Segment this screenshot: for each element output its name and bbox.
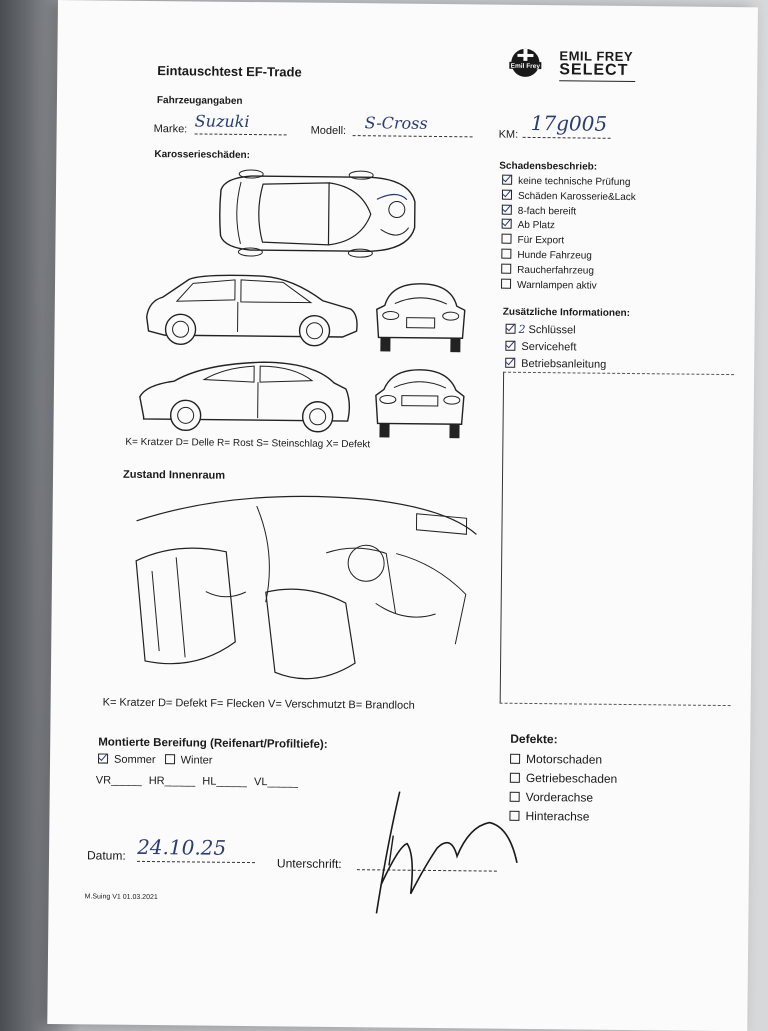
interior-label: Zustand Innenraum — [123, 469, 225, 482]
tire-hl[interactable]: HL_____ — [202, 776, 247, 788]
version-note: M.Suing V1 01.03.2021 — [85, 893, 158, 901]
checkbox-icon[interactable] — [505, 341, 515, 351]
checkbox-icon[interactable] — [98, 753, 108, 763]
handwritten-signature — [358, 785, 519, 927]
defect-item[interactable]: Vorderachse — [510, 788, 618, 808]
brand-name: EMIL FREY — [559, 49, 635, 63]
km-label: KM: — [499, 129, 519, 141]
damage-item[interactable]: Hunde Fahrzeug — [501, 249, 635, 265]
info-item-manual[interactable]: Betriebsanleitung — [505, 356, 606, 374]
checkbox-icon[interactable] — [501, 249, 511, 259]
damage-item[interactable]: Warnlampen aktiv — [501, 278, 635, 294]
brand-field[interactable] — [195, 111, 287, 135]
interior-legend: K= Kratzer D= Defekt F= Flecken V= Verschmutzt B= Brandloch — [103, 697, 415, 712]
summer-option[interactable]: Sommer — [98, 753, 156, 766]
model-field[interactable] — [353, 113, 473, 137]
vehicle-section-label: Fahrzeugangaben — [157, 95, 243, 107]
info-item-keys[interactable]: 2 Schlüssel — [505, 321, 606, 340]
damage-item[interactable]: 8-fach bereift — [502, 204, 636, 220]
checkbox-icon[interactable] — [502, 204, 512, 214]
form-sheet — [47, 0, 758, 1031]
additional-info-label: Zusätzliche Informationen: — [503, 307, 630, 319]
defects-list — [509, 750, 617, 827]
model-value: S-Cross — [365, 113, 428, 133]
checkbox-icon[interactable] — [501, 278, 511, 288]
brand-subname: SELECT — [559, 62, 635, 79]
damage-description-label: Schadensbeschrieb: — [499, 161, 597, 173]
car-side-view-left-diagram — [142, 271, 363, 351]
emil-frey-emblem-icon — [505, 45, 549, 85]
interior-diagram — [115, 491, 487, 695]
checkbox-icon[interactable] — [501, 234, 511, 244]
checkbox-icon[interactable] — [510, 773, 520, 783]
damage-item[interactable]: Ab Platz — [502, 219, 636, 235]
damage-item[interactable]: Schäden Karosserie&Lack — [502, 189, 636, 205]
model-label: Modell: — [311, 125, 347, 137]
checkbox-icon[interactable] — [510, 754, 520, 764]
tires-label: Montierte Bereifung (Reifenart/Profiltiefe): — [98, 736, 328, 750]
winter-option[interactable]: Winter — [165, 754, 213, 766]
km-value: 17g005 — [531, 111, 608, 136]
damage-item[interactable]: keine technische Prüfung — [502, 175, 636, 191]
checkbox-icon[interactable] — [502, 175, 512, 185]
tire-hr[interactable]: HR_____ — [149, 775, 196, 787]
defect-item[interactable]: Getriebeschaden — [510, 769, 618, 789]
checkbox-icon[interactable] — [502, 189, 512, 199]
body-damage-label: Karosserieschäden: — [154, 149, 250, 161]
damage-description-list — [501, 175, 636, 295]
emblem-text: Emil Frey — [511, 63, 541, 70]
keys-count: 2 — [519, 323, 526, 336]
brand-value: Suzuki — [195, 111, 250, 131]
body-damage-legend: K= Kratzer D= Delle R= Rost S= Steinschlag X= Defekt — [125, 437, 370, 451]
checkbox-icon[interactable] — [165, 754, 175, 764]
brand-label: Marke: — [154, 123, 188, 135]
car-rear-view-diagram — [371, 365, 468, 442]
defect-item[interactable]: Hinterachse — [509, 807, 617, 827]
signature-label: Unterschrift: — [277, 856, 342, 871]
form-title: Eintauschtest EF-Trade — [157, 63, 302, 80]
damage-item[interactable]: Für Export — [501, 234, 635, 250]
defect-item[interactable]: Motorschaden — [510, 750, 618, 770]
defects-label: Defekte: — [510, 732, 558, 746]
km-field[interactable] — [523, 111, 611, 139]
checkbox-icon[interactable] — [505, 358, 515, 368]
date-value: 24.10.25 — [137, 835, 226, 860]
car-front-view-diagram — [372, 279, 469, 356]
tire-type-options — [98, 753, 213, 766]
tire-depth-fields[interactable] — [96, 774, 298, 788]
info-item-service-book[interactable]: Serviceheft — [505, 339, 606, 357]
checkbox-icon[interactable] — [502, 219, 512, 229]
tire-vl[interactable]: VL_____ — [254, 776, 298, 788]
damage-item[interactable]: Raucherfahrzeug — [501, 263, 635, 279]
tire-vr[interactable]: VR_____ — [96, 774, 142, 786]
notes-box[interactable] — [500, 372, 734, 706]
car-top-view-diagram — [210, 168, 421, 260]
date-label: Datum: — [87, 848, 126, 862]
checkbox-icon[interactable] — [501, 263, 511, 273]
date-field[interactable] — [137, 835, 255, 863]
checkbox-icon[interactable] — [506, 324, 516, 334]
car-side-view-right-diagram — [133, 357, 364, 439]
additional-info-list — [505, 321, 607, 374]
